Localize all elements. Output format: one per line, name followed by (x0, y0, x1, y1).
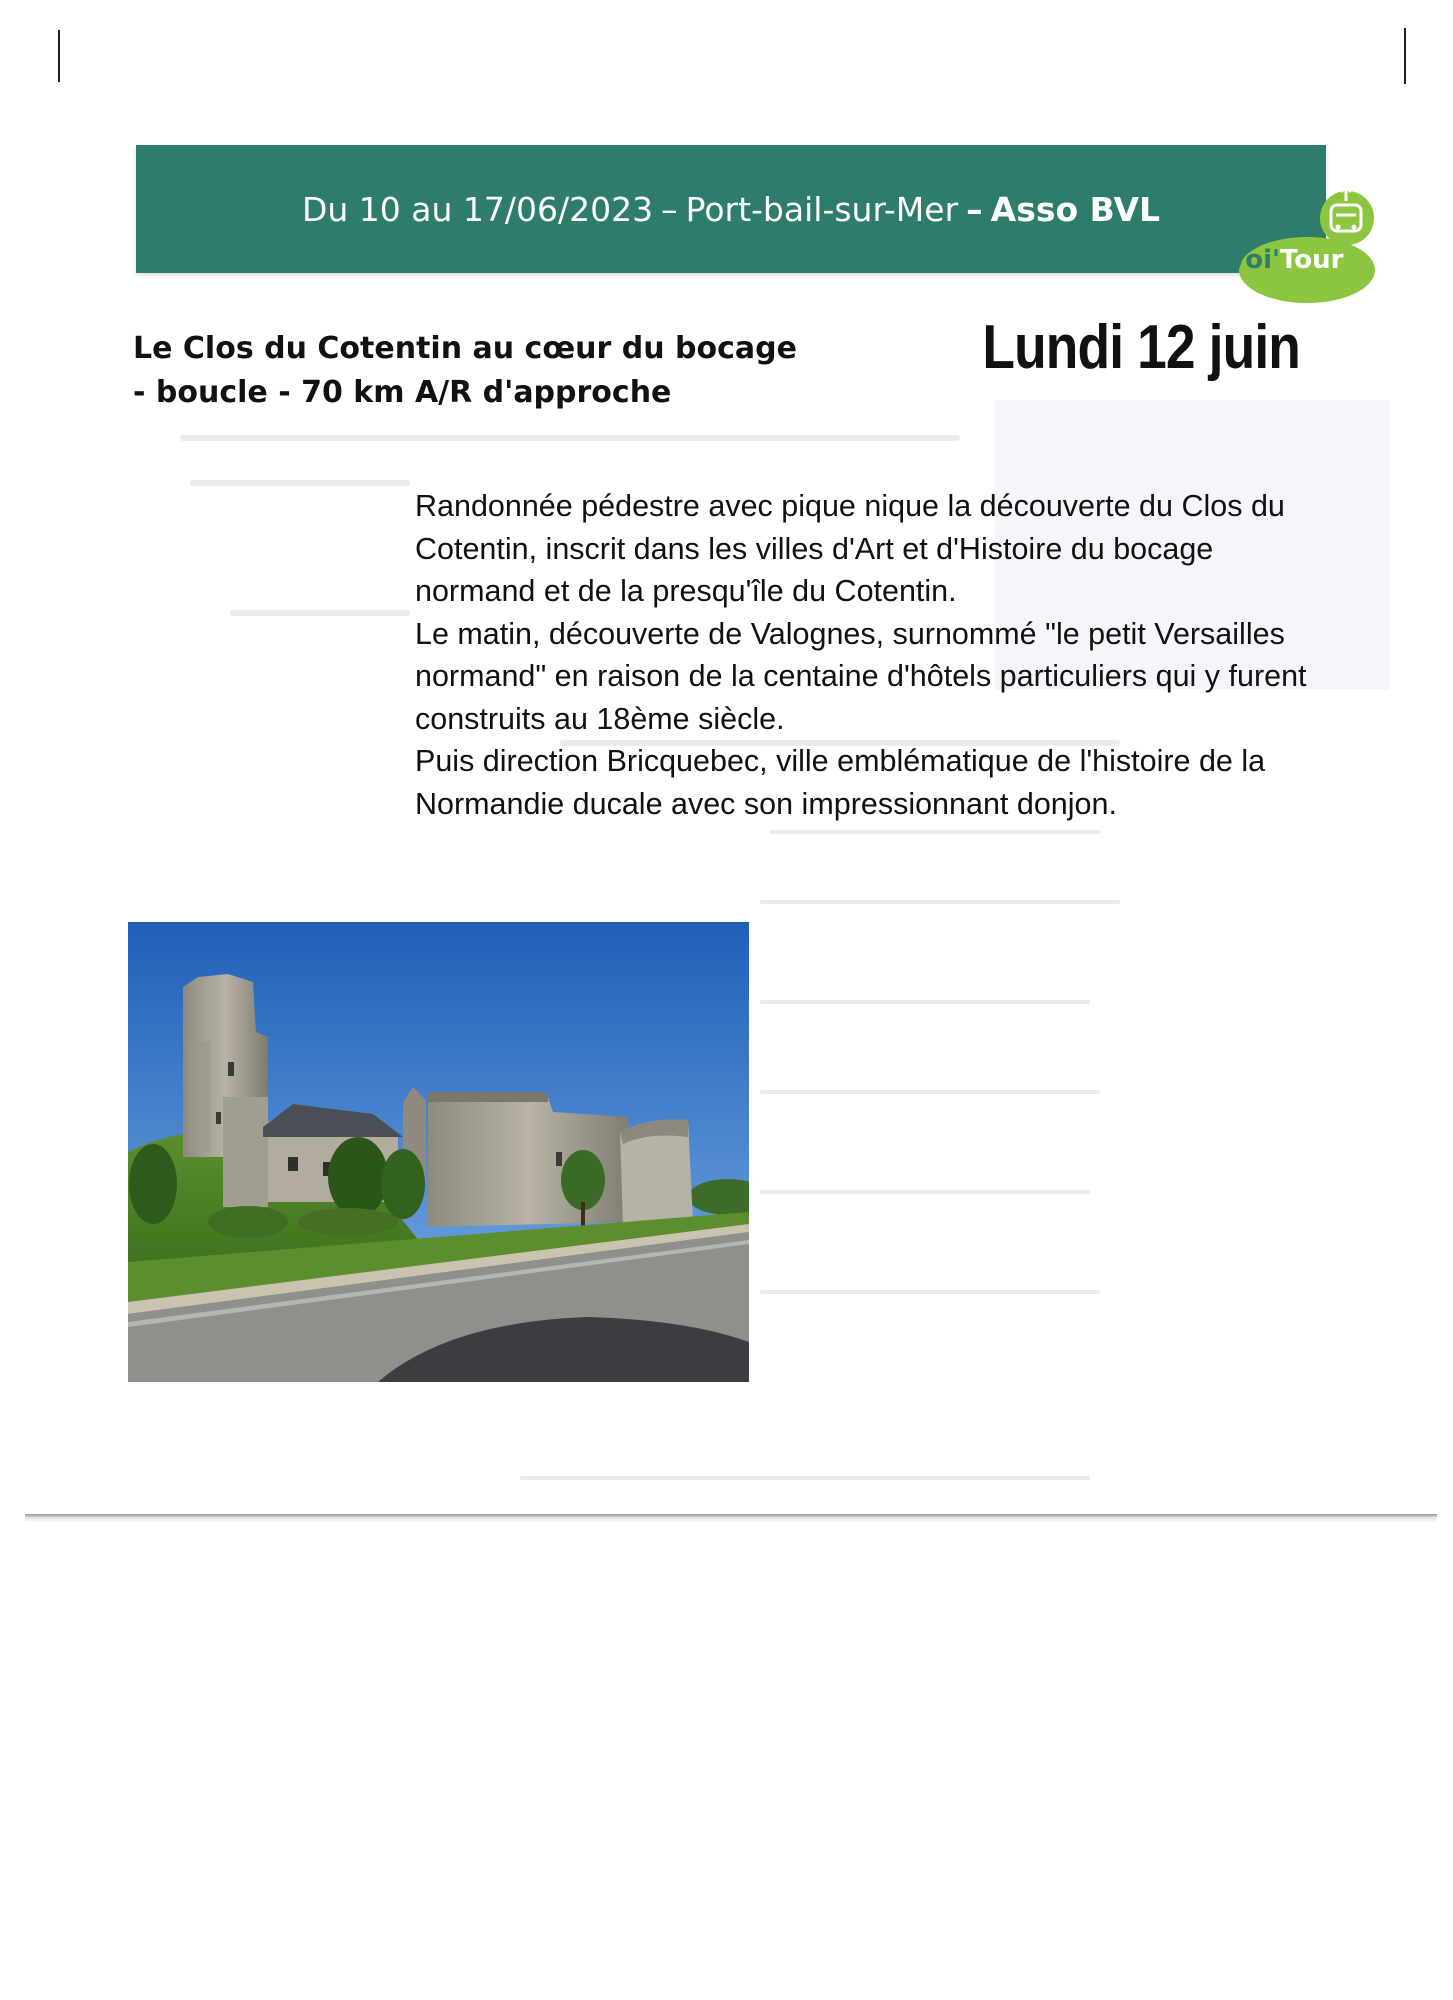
bleed-through-line (760, 1000, 1090, 1004)
logo-text (1210, 245, 1360, 275)
subtitle-line-1: Le Clos du Cotentin au cœur du bocage (133, 331, 797, 366)
voitour-logo (1205, 175, 1375, 305)
bleed-through-line (770, 830, 1100, 834)
scan-edge-mark-right (1404, 28, 1406, 84)
bleed-through-line (760, 900, 1120, 904)
banner-separator: – (661, 189, 678, 229)
logo-text-voi: Voi' (1226, 245, 1280, 275)
bleed-through-line (180, 435, 960, 441)
bleed-through-line (760, 1290, 1100, 1294)
event-subtitle (133, 327, 833, 415)
page-edge-shadow (25, 1517, 1437, 1523)
bleed-through-line (760, 1090, 1100, 1094)
event-description (415, 485, 1335, 825)
event-date: Lundi 12 juin (982, 313, 1300, 382)
banner-dates: Du 10 au 17/06/2023 (301, 189, 654, 229)
banner-location: Port-bail-sur-Mer (685, 189, 959, 229)
banner-text (136, 145, 1326, 273)
logo-text-tour: Tour (1279, 245, 1344, 275)
description-paragraph-3: Puis direction Bricquebec, ville emblématique de l'histoire de la Normandie ducale avec son impressionnant donjon. (415, 744, 1266, 821)
bleed-through-line (230, 610, 410, 616)
castle-photo (128, 922, 749, 1382)
banner-separator: – (966, 189, 983, 229)
scan-edge-mark-left (58, 30, 60, 82)
bleed-through-line (190, 480, 410, 486)
description-paragraph-1: Randonnée pédestre avec pique nique la découverte du Clos du Cotentin, inscrit dans les villes d'Art et d'Histoire du bocage normand et de la presqu'île du Cotentin. (415, 489, 1285, 608)
bleed-through-line (520, 1476, 1090, 1480)
header-banner (136, 145, 1326, 273)
banner-association: Asso BVL (990, 189, 1161, 229)
description-paragraph-2: Le matin, découverte de Valognes, surnommé "le petit Versailles normand" en raison de la centaine d'hôtels particuliers qui y furent construits au 18ème siècle. (415, 616, 1307, 736)
castle-illustration (128, 922, 749, 1382)
subtitle-line-2: - boucle - 70 km A/R d'approche (133, 375, 672, 410)
bleed-through-line (760, 1190, 1090, 1194)
